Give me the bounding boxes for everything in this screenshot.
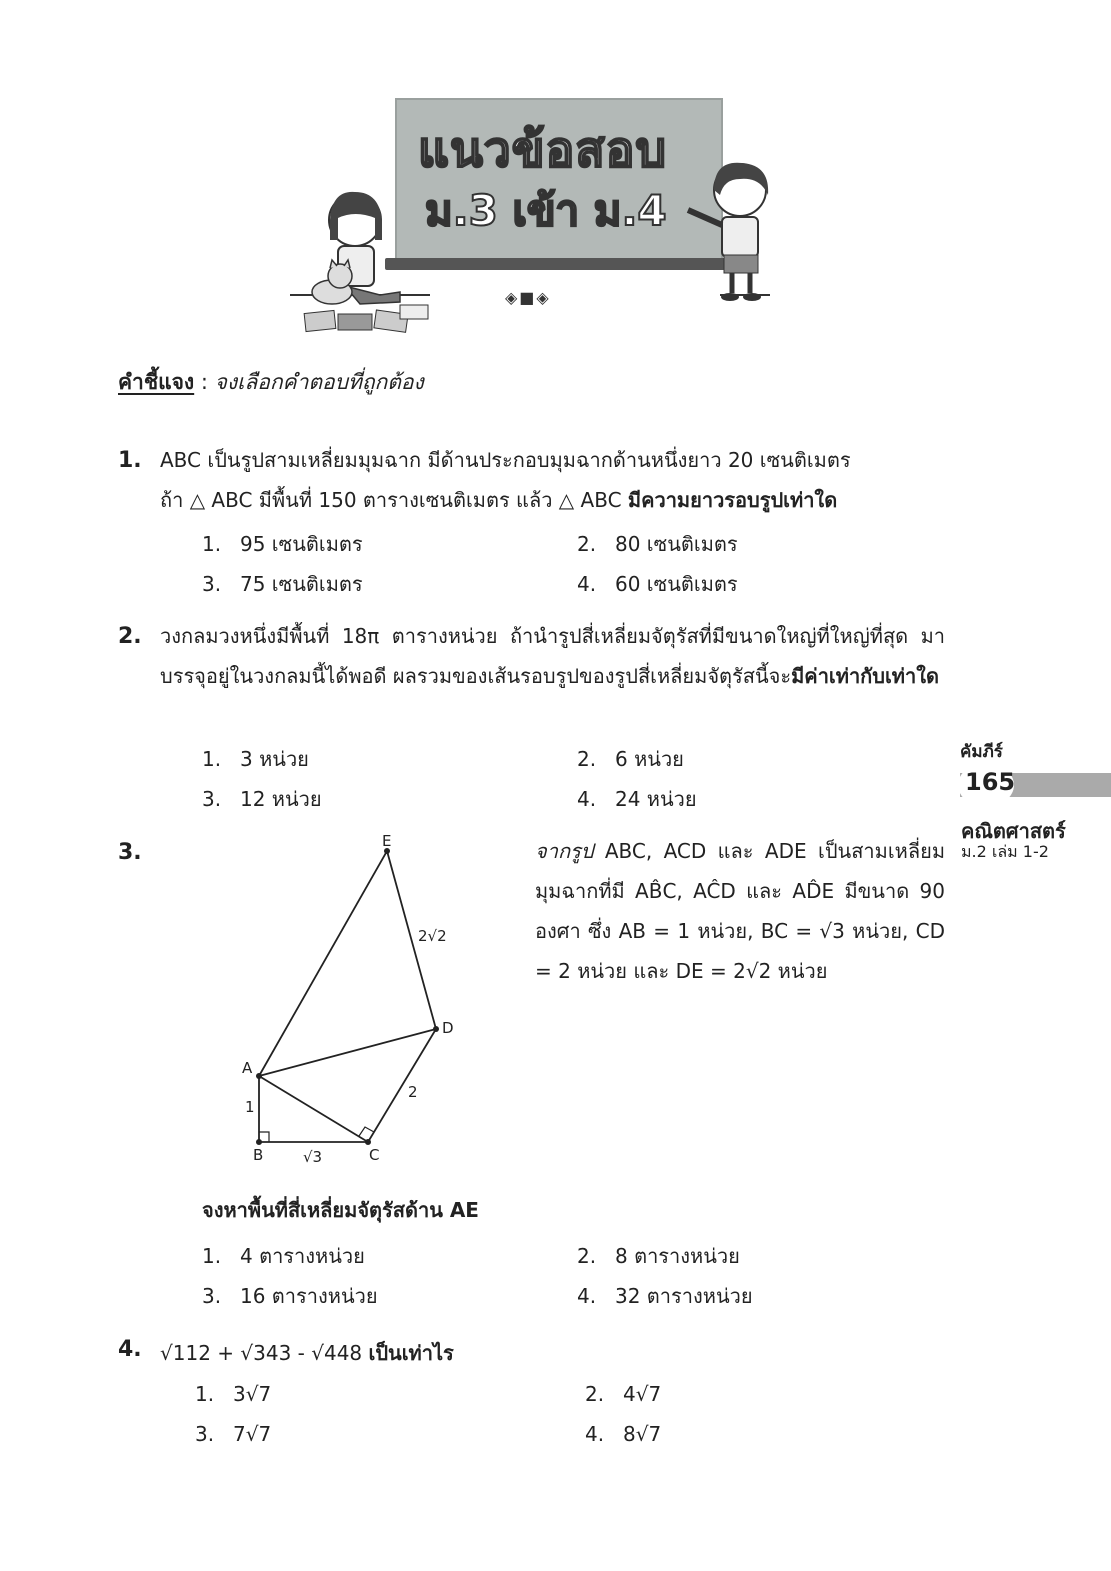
point-D — [433, 1026, 439, 1032]
option-num: 2. — [577, 747, 597, 771]
q2-option-3[interactable] — [202, 783, 322, 815]
option-text: 8√7 — [623, 1422, 662, 1446]
point-C — [365, 1139, 371, 1145]
q3-number: 3. — [118, 840, 142, 865]
option-num: 1. — [202, 747, 222, 771]
label-BC: √3 — [303, 1148, 323, 1166]
q3-prompt: จงหาพื้นที่สี่เหลี่ยมจัตุรัสด้าน AE — [202, 1198, 479, 1222]
q3-option-3[interactable] — [202, 1280, 378, 1312]
q1-option-4[interactable] — [577, 568, 738, 600]
option-num: 2. — [577, 532, 597, 556]
option-num: 1. — [202, 532, 222, 556]
q2-option-2[interactable] — [577, 743, 684, 775]
option-text: 6 หน่วย — [615, 747, 684, 771]
segment-AE — [259, 851, 387, 1076]
label-D: D — [442, 1019, 454, 1037]
option-text: 4 ตารางหน่วย — [240, 1244, 365, 1268]
q1-option-1[interactable] — [202, 528, 363, 560]
q4-text — [160, 1337, 454, 1369]
label-C: C — [369, 1146, 380, 1164]
q3-description — [535, 831, 945, 991]
option-text: 75 เซนติเมตร — [240, 572, 363, 596]
q3-figure — [235, 830, 475, 1170]
q4-option-1[interactable] — [195, 1382, 271, 1406]
label-CD: 2 — [408, 1083, 418, 1101]
side-series-label: คัมภีร์ — [960, 742, 1003, 762]
side-subject: คณิตศาสตร์ — [961, 819, 1066, 843]
segment-AD — [259, 1029, 436, 1076]
option-text: 12 หน่วย — [240, 787, 322, 811]
option-text: 80 เซนติเมตร — [615, 532, 738, 556]
q1-line2-bold: มีความยาวรอบรูปเท่าใด — [627, 488, 838, 512]
option-num: 4. — [577, 787, 597, 811]
instruction — [118, 366, 424, 399]
q1-line1: ABC เป็นรูปสามเหลี่ยมมุมฉาก มีด้านประกอบมุมฉากด้านหนึ่งยาว 20 เซนติเมตร — [160, 448, 851, 472]
option-text: 60 เซนติเมตร — [615, 572, 738, 596]
q2-number: 2. — [118, 624, 142, 649]
q2-text — [160, 616, 945, 696]
option-text: 3 หน่วย — [240, 747, 309, 771]
board-subtitle: ม.3 เข้า ม.4 — [425, 186, 667, 235]
option-text: 8 ตารางหน่วย — [615, 1244, 740, 1268]
q4-expression: √112 + √343 - √448 — [160, 1341, 369, 1365]
q1-text — [160, 440, 950, 520]
option-num: 3. — [202, 572, 222, 596]
option-num: 4. — [577, 1284, 597, 1308]
floor-line — [720, 294, 770, 296]
option-text: 3√7 — [233, 1382, 272, 1406]
q1-line2-pre: ถ้า △ ABC มีพื้นที่ 150 ตารางเซนติเมตร แล้ว △ ABC — [160, 488, 628, 512]
q4-number: 4. — [118, 1337, 142, 1362]
option-text: 4√7 — [623, 1382, 662, 1406]
girl-cat-illustration — [290, 180, 440, 340]
q2-text-main: วงกลมวงหนึ่งมีพื้นที่ 18π ตารางหน่วย ถ้านำรูปสี่เหลี่ยมจัตุรัสที่มีขนาดใหญ่ที่ใหญ่ที่สุด มาบรรจุอยู่ในวงกลมนี้ได้พอดี ผลรวมของเส้นรอบรูปของรูปสี่เหลี่ยมจัตุรัสนี้จะ — [160, 624, 945, 688]
label-E: E — [382, 832, 392, 850]
q4-option-3[interactable] — [195, 1422, 271, 1446]
option-text: 95 เซนติเมตร — [240, 532, 363, 556]
q3-description-body: ABC, ACD และ ADE เป็นสามเหลี่ยมมุมฉากที่มี AB̂C, AĈD และ AD̂E มีขนาด 90 องศา ซึ่ง AB = 1 หน่วย, BC = √3 หน่วย, CD = 2 หน่วย และ DE = 2√2 หน่วย — [535, 839, 945, 983]
point-A — [256, 1073, 262, 1079]
q3-option-1[interactable] — [202, 1240, 365, 1272]
option-text: 16 ตารางหน่วย — [240, 1284, 378, 1308]
option-num: 1. — [202, 1244, 222, 1268]
label-B: B — [253, 1146, 264, 1164]
segment-AC — [259, 1076, 368, 1142]
label-AB: 1 — [245, 1098, 255, 1116]
segment-CD — [368, 1029, 436, 1142]
option-num: 3. — [195, 1422, 215, 1446]
option-num: 4. — [585, 1422, 605, 1446]
q1-number: 1. — [118, 448, 142, 473]
label-A: A — [242, 1059, 253, 1077]
q1-option-2[interactable] — [577, 528, 738, 560]
point-B — [256, 1139, 262, 1145]
option-num: 3. — [202, 1284, 222, 1308]
q2-option-1[interactable] — [202, 743, 309, 775]
ornament: ◈■◈ — [505, 288, 551, 307]
page-number: 165 — [965, 768, 1016, 796]
option-num: 2. — [585, 1382, 605, 1406]
q4-question-bold: เป็นเท่าไร — [368, 1341, 454, 1365]
option-num: 4. — [577, 572, 597, 596]
q3-description-intro: จากรูป — [535, 839, 594, 863]
q2-option-4[interactable] — [577, 783, 697, 815]
q3-option-2[interactable] — [577, 1240, 740, 1272]
q2-text-bold: มีค่าเท่ากับเท่าใด — [791, 664, 939, 688]
option-num: 1. — [195, 1382, 215, 1406]
option-num: 2. — [577, 1244, 597, 1268]
side-grade: ม.2 เล่ม 1-2 — [961, 842, 1049, 861]
instruction-separator: : — [194, 370, 215, 394]
instruction-label: คำชี้แจง — [118, 370, 195, 394]
boy-illustration — [680, 155, 780, 305]
board-title: แนวข้อสอบ — [418, 122, 667, 178]
option-text: 32 ตารางหน่วย — [615, 1284, 753, 1308]
label-DE: 2√2 — [418, 927, 447, 945]
option-text: 7√7 — [233, 1422, 272, 1446]
option-text: 24 หน่วย — [615, 787, 697, 811]
q3-option-4[interactable] — [577, 1280, 753, 1312]
option-num: 3. — [202, 787, 222, 811]
q4-option-2[interactable] — [585, 1382, 661, 1406]
q1-option-3[interactable] — [202, 568, 363, 600]
q1-line2 — [160, 480, 950, 520]
instruction-text: จงเลือกคำตอบที่ถูกต้อง — [214, 370, 424, 394]
q4-option-4[interactable] — [585, 1422, 661, 1446]
